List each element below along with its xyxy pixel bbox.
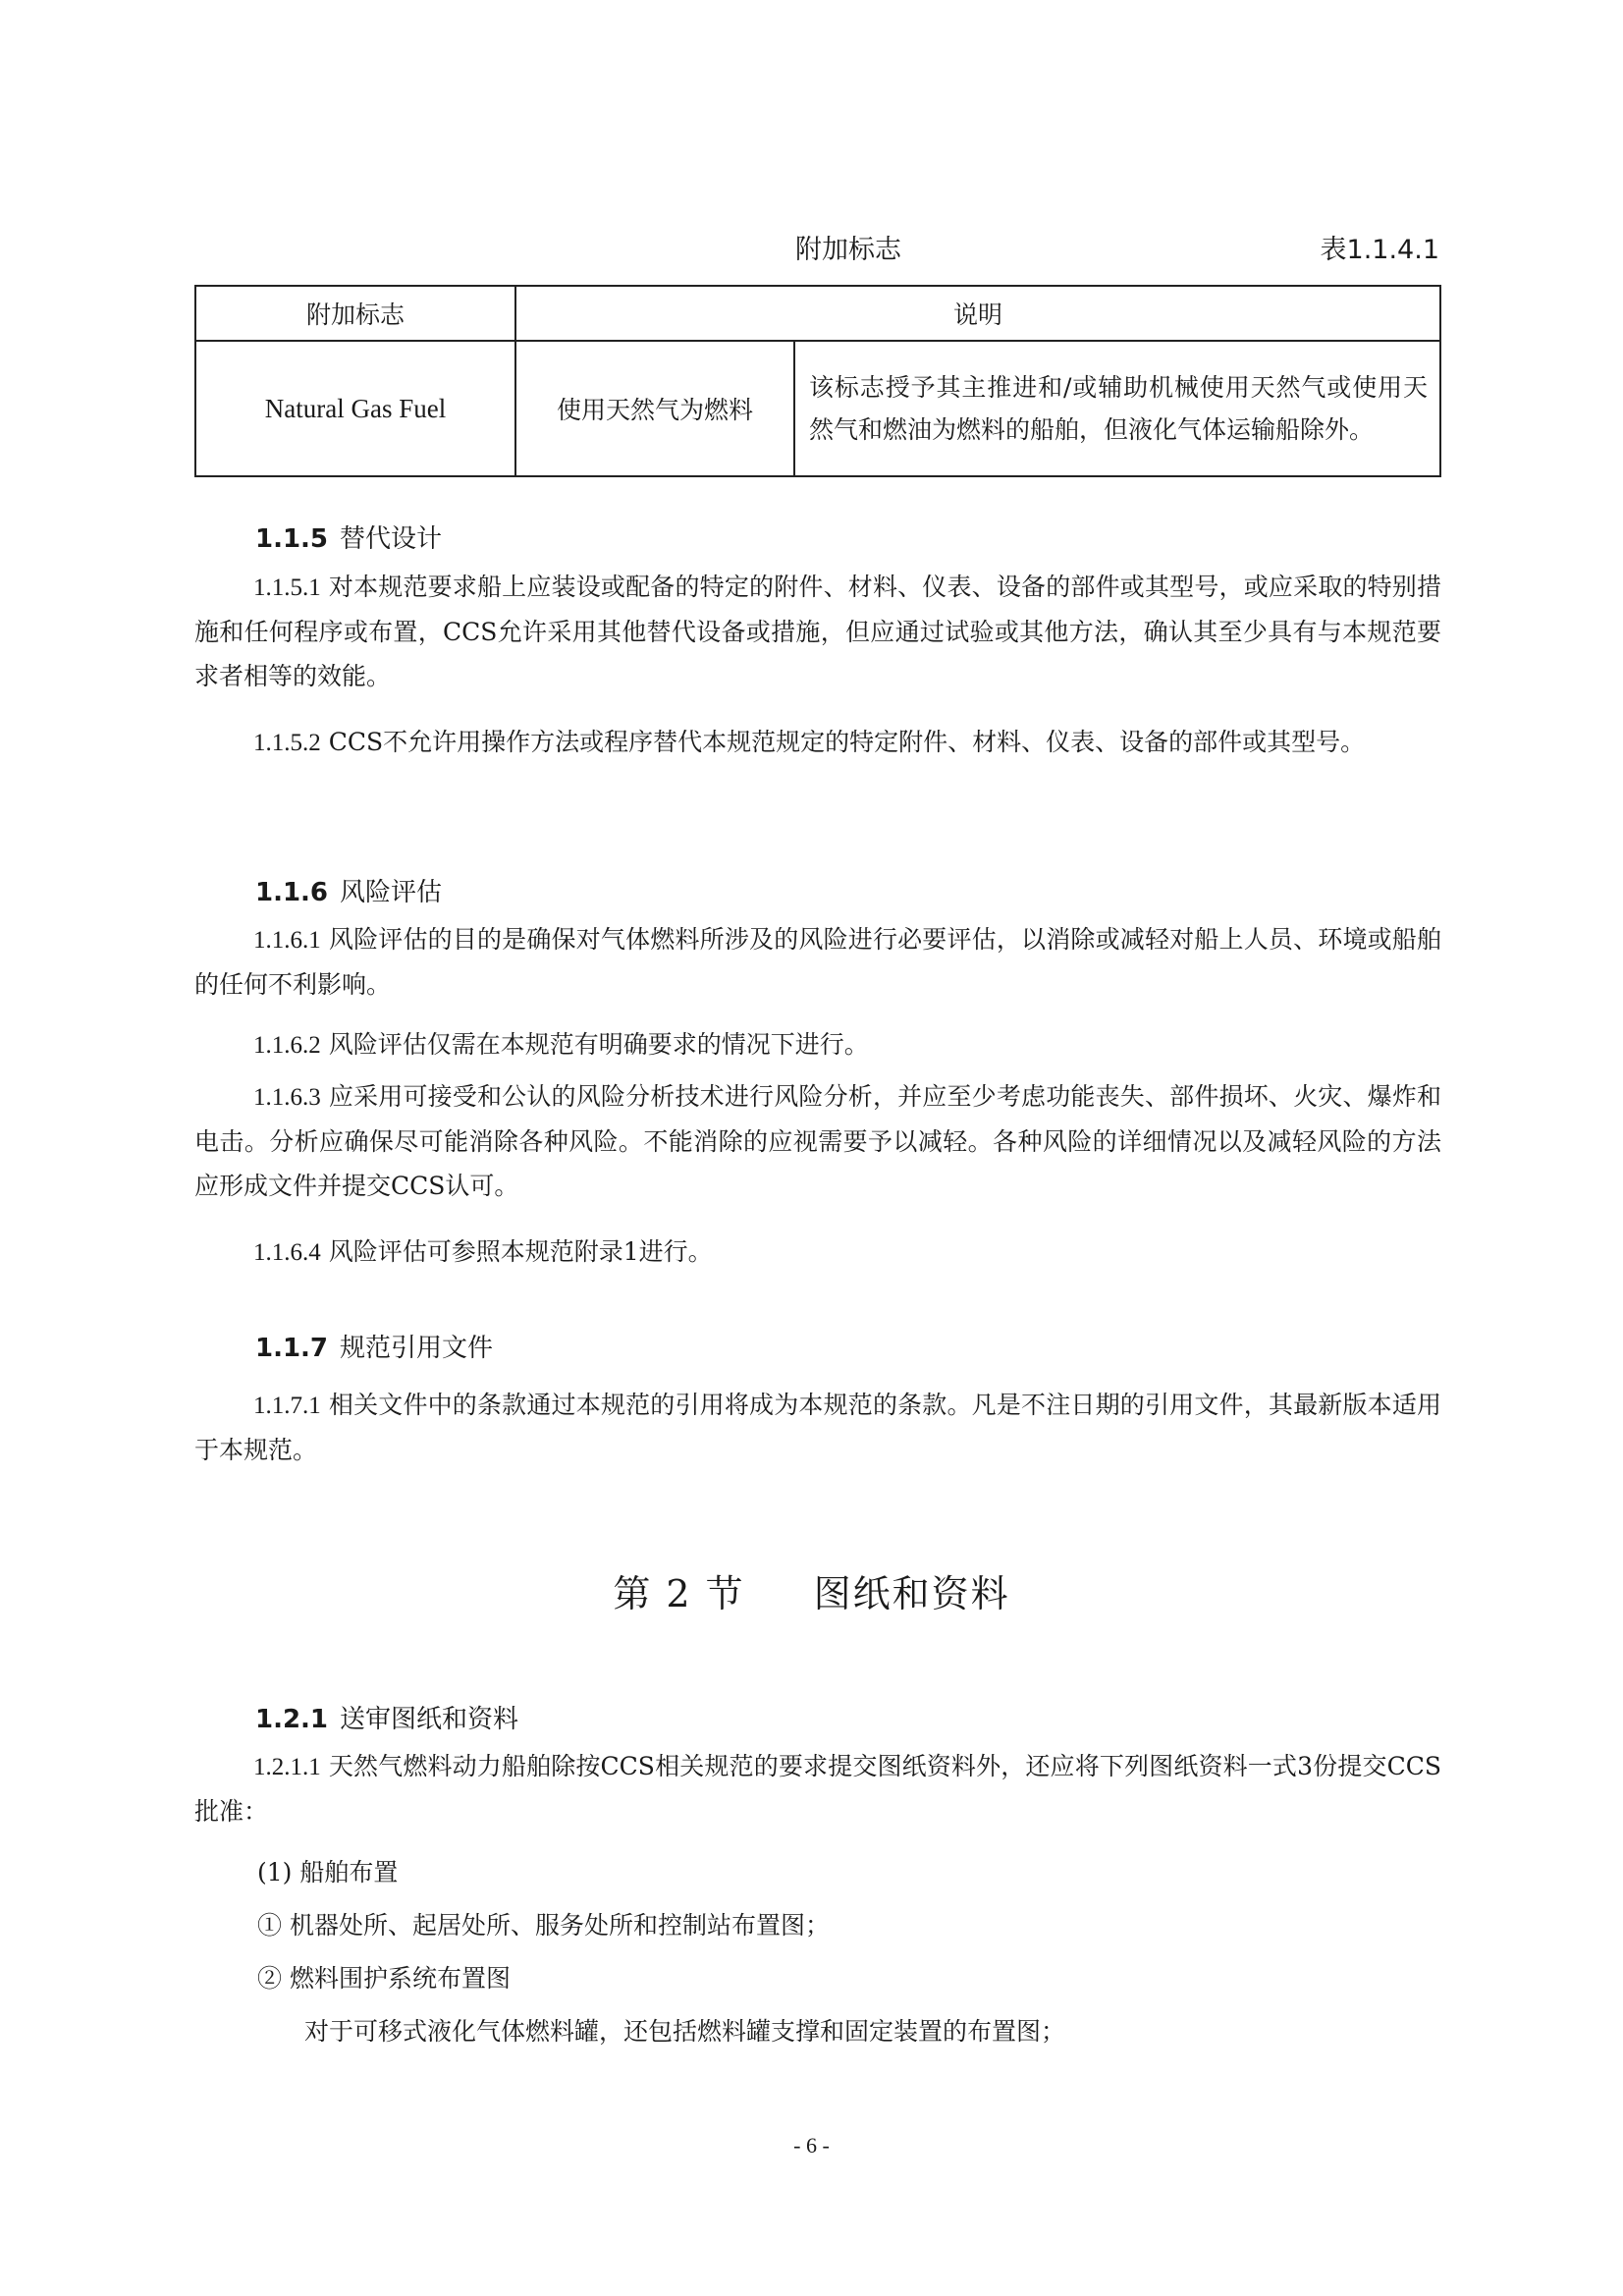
clause-number: 1.1.6.4	[253, 1239, 321, 1266]
clause-text: CCS不允许用操作方法或程序替代本规范规定的特定附件、材料、仪表、设备的部件或其型号。	[328, 728, 1366, 756]
clause-number: 1.1.5.1	[253, 574, 321, 601]
heading-number: 1.1.5	[255, 524, 329, 554]
header-notation: 附加标志	[195, 286, 515, 341]
paragraph-1-1-6-1	[194, 917, 1441, 1007]
heading-1-1-6	[255, 872, 442, 908]
paragraph-1-1-6-4	[194, 1230, 1441, 1275]
table-caption-title: 附加标志	[795, 235, 901, 265]
paragraph-1-1-6-3	[194, 1074, 1441, 1208]
heading-number: 1.1.6	[255, 878, 329, 907]
heading-title: 风险评估	[340, 878, 443, 907]
clause-text: 风险评估可参照本规范附录1进行。	[328, 1237, 713, 1266]
section-heading	[0, 1563, 1623, 1617]
heading-number: 1.1.7	[255, 1334, 329, 1363]
list-item: (1) 船舶布置	[257, 1858, 399, 1886]
paragraph-1-1-7-1	[194, 1383, 1441, 1472]
heading-1-1-7	[255, 1328, 493, 1364]
header-description: 说明	[515, 286, 1440, 341]
clause-number: 1.1.6.2	[253, 1032, 321, 1059]
clause-text: 风险评估仅需在本规范有明确要求的情况下进行。	[328, 1030, 869, 1059]
clause-text: 对本规范要求船上应装设或配备的特定的附件、材料、仪表、设备的部件或其型号，或应采取的特别措施和任何程序或布置，CCS允许采用其他替代设备或措施，但应通过试验或其他方法，确认其至少具有与本规范要求者相等的效能。	[194, 573, 1441, 690]
list-item-note: 对于可移式液化气体燃料罐，还包括燃料罐支撑和固定装置的布置图；	[304, 2017, 1066, 2046]
heading-title: 替代设计	[340, 524, 443, 554]
clause-number: 1.1.6.1	[253, 927, 321, 954]
table-row	[195, 341, 1440, 476]
list-item: ② 燃料围护系统布置图	[257, 1964, 511, 1993]
heading-number: 1.2.1	[255, 1705, 329, 1734]
cell-description: 该标志授予其主推进和/或辅助机械使用天然气或使用天然气和燃油为燃料的船舶，但液化气体运输船除外。	[794, 341, 1440, 476]
paragraph-1-1-5-1	[194, 565, 1441, 698]
cell-notation: Natural Gas Fuel	[195, 341, 515, 476]
clause-number: 1.1.7.1	[253, 1393, 321, 1419]
clause-number: 1.1.6.3	[253, 1084, 321, 1111]
clause-number: 1.2.1.1	[253, 1754, 321, 1780]
section-number: 第 2 节	[613, 1572, 745, 1615]
section-title: 图纸和资料	[813, 1572, 1010, 1615]
page-number: - 6 -	[793, 2133, 830, 2158]
cell-meaning: 使用天然气为燃料	[515, 341, 794, 476]
paragraph-1-1-6-2	[194, 1022, 1441, 1067]
table-caption-number: 表1.1.4.1	[1320, 235, 1439, 265]
additional-notation-table	[194, 285, 1441, 477]
heading-1-2-1	[255, 1699, 518, 1735]
heading-title: 送审图纸和资料	[340, 1705, 519, 1734]
heading-1-1-5	[255, 519, 442, 555]
clause-text: 风险评估的目的是确保对气体燃料所涉及的风险进行必要评估，以消除或减轻对船上人员、环境或船舶的任何不利影响。	[194, 925, 1441, 999]
clause-number: 1.1.5.2	[253, 730, 321, 756]
clause-text: 天然气燃料动力船舶除按CCS相关规范的要求提交图纸资料外，还应将下列图纸资料一式3份提交CCS批准：	[194, 1752, 1441, 1826]
heading-title: 规范引用文件	[340, 1334, 494, 1363]
table-header-row	[195, 286, 1440, 341]
paragraph-1-2-1-1	[194, 1744, 1441, 1833]
paragraph-1-1-5-2	[194, 720, 1441, 765]
list-item: ① 机器处所、起居处所、服务处所和控制站布置图；	[257, 1911, 830, 1940]
clause-text: 应采用可接受和公认的风险分析技术进行风险分析，并应至少考虑功能丧失、部件损坏、火灾、爆炸和电击。分析应确保尽可能消除各种风险。不能消除的应视需要予以减轻。各种风险的详细情况以及减轻风险的方法应形成文件并提交CCS认可。	[194, 1082, 1441, 1200]
clause-text: 相关文件中的条款通过本规范的引用将成为本规范的条款。凡是不注日期的引用文件，其最新版本适用于本规范。	[194, 1391, 1441, 1464]
